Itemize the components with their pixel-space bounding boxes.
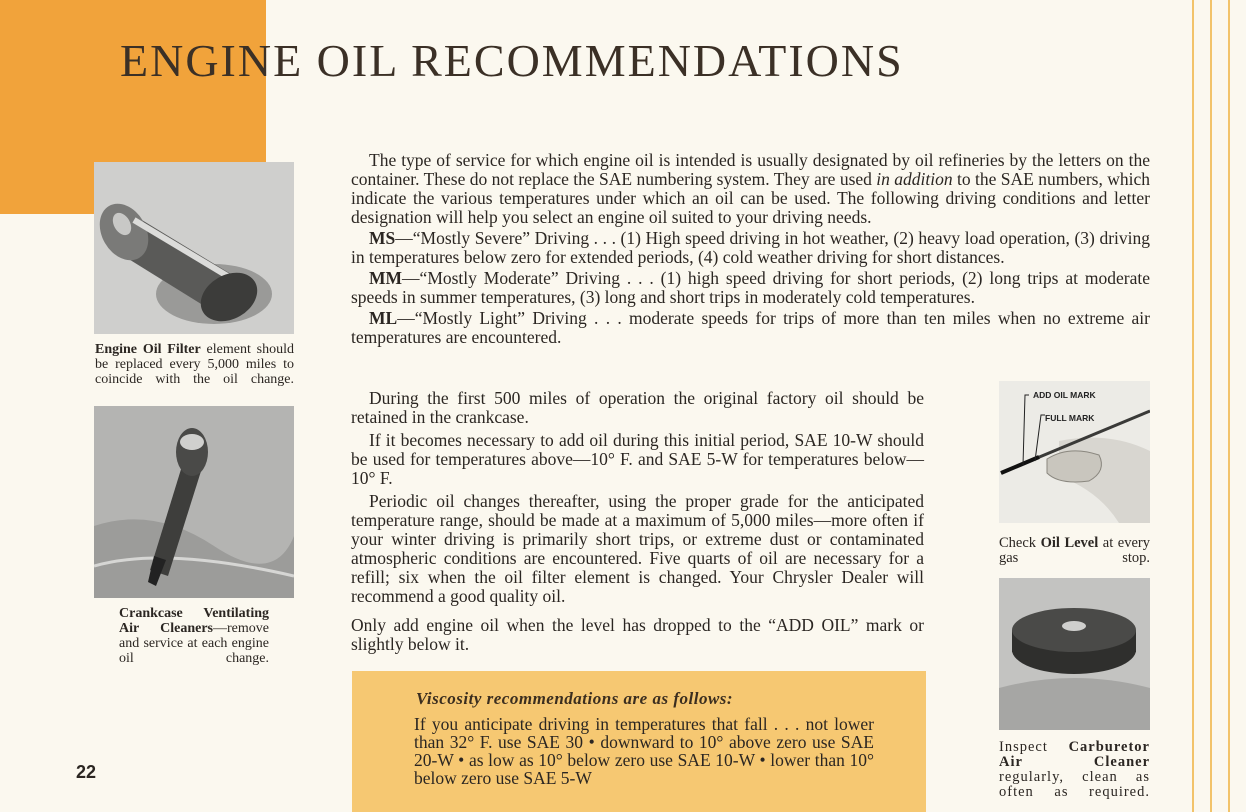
oil-change-section	[351, 389, 924, 658]
viscosity-body: If you anticipate driving in temperatures that fall . . . not lower than 32° F. use SAE 30 • downward to 10° above zero use SAE 20-W • as low as 10° below zero use SAE 10-W • lower than 10° below zero use SAE 5-W	[414, 714, 874, 788]
oil-level-caption: Check Oil Level at every gas stop.	[999, 535, 1150, 566]
only-add-paragraph: Only add engine oil when the level has dropped to the “ADD OIL” mark or slightly below it.	[351, 615, 924, 654]
designation-ms: MS—“Mostly Severe” Driving . . . (1) High speed driving in hot weather, (2) heavy load operation, (3) driving in temperatures below zero for extended periods, (4) cold weather driving for short distances.	[351, 228, 1150, 267]
margin-rule	[1210, 0, 1212, 812]
add-oil-paragraph: If it becomes necessary to add oil during this initial period, SAE 10-W should be used for temperatures above—10° F. and SAE 5-W for temperatures below—10° F.	[351, 430, 924, 488]
intro-paragraph: The type of service for which engine oil is intended is usually designated by oil refineries by the letters on the container. These do not replace the SAE numbering system. They are used in addition to the SAE numbers, which indicate the various temperatures under which an oil can be used. The following driving conditions and letter designation will help you select an engine oil suited to your driving needs.	[351, 150, 1151, 227]
oil-changes-paragraph: Periodic oil changes thereafter, using the proper grade for the anticipated temperature range, should be made at a maximum of 5,000 miles—more often if your winter driving is primarily short trips, or extreme dust or contaminated atmospheric conditions are encountered. Five quarts of oil are necessary for a refill; six when the oil filter element is changed. Your Chrysler Dealer will recommend a good quality oil.	[351, 491, 924, 606]
dipstick-photo	[999, 381, 1150, 523]
add-oil-mark-label: ADD OIL MARK	[1033, 390, 1096, 400]
margin-rule	[1192, 0, 1194, 812]
filter-caption: Engine Oil Filter element should be replaced every 5,000 miles to coincide with the oil change.	[95, 342, 294, 387]
designation-ml: ML—“Mostly Light” Driving . . . moderate speeds for trips of more than ten miles when no extreme air temperatures are encountered.	[351, 308, 1150, 347]
page-title: ENGINE OIL RECOMMENDATIONS	[120, 35, 904, 86]
crankcase-photo	[94, 406, 294, 598]
viscosity-title: Viscosity recommendations are as follows:	[416, 689, 734, 708]
carburetor-caption: Inspect Carburetor Air Cleaner regularly, clean as often as required.	[999, 739, 1150, 800]
intro-section	[351, 151, 1150, 349]
oil-filter-photo	[94, 162, 294, 334]
full-mark-label: FULL MARK	[1045, 413, 1095, 423]
page-number: 22	[76, 762, 97, 782]
break-in-paragraph: During the first 500 miles of operation the original factory oil should be retained in the crankcase.	[351, 388, 924, 427]
designation-mm: MM—“Mostly Moderate” Driving . . . (1) high speed driving for short periods, (2) long trips at moderate speeds in summer temperatures, (3) long and short trips in moderately cold temperatures.	[351, 268, 1150, 307]
air-cleaner-photo	[999, 578, 1150, 730]
margin-rule	[1228, 0, 1230, 812]
crankcase-caption: Crankcase Ventilating Air Cleaners—remove and service at each engine oil change.	[119, 606, 269, 666]
viscosity-panel	[352, 671, 926, 812]
